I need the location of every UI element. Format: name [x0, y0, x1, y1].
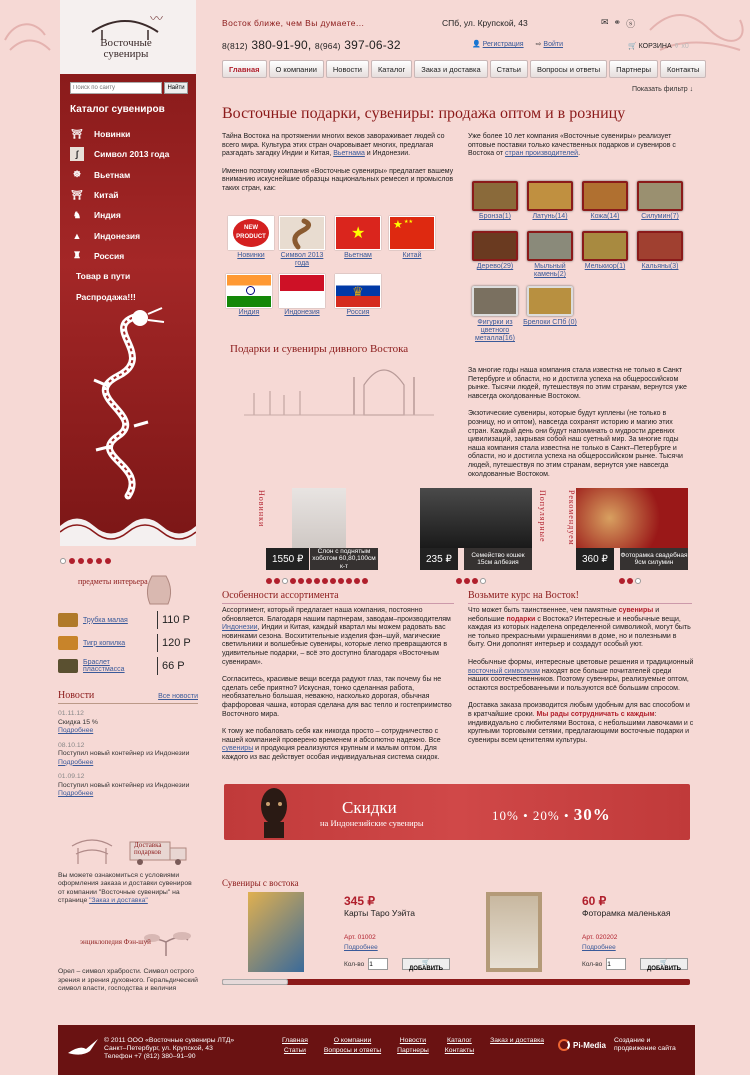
quantity-group: Кол-во 1 [582, 958, 626, 970]
tile-label[interactable]: Символ 2013 года [280, 252, 324, 267]
slider-dot[interactable] [306, 578, 312, 584]
quantity-input[interactable] [368, 958, 388, 970]
recommended-slider[interactable] [567, 488, 688, 574]
banner-percents: 10% • 20% • 30% [492, 805, 611, 824]
nav-about[interactable]: О компании [269, 60, 324, 78]
slider-price: 1550 ₽ [266, 548, 309, 570]
tarot-cards-image[interactable] [248, 892, 304, 972]
logo[interactable] [60, 0, 196, 76]
product-price: 60 ₽ [582, 894, 607, 908]
popular-slider[interactable] [420, 488, 547, 574]
footer-link-about[interactable]: О компании [333, 1037, 372, 1044]
slider-price: 360 ₽ [576, 548, 614, 570]
material-label[interactable]: Мелькиор(1) [584, 263, 626, 270]
footer-link-catalog[interactable]: Каталог [447, 1037, 472, 1044]
slider-price: 235 ₽ [420, 548, 458, 570]
material-tile[interactable] [582, 181, 628, 211]
slider-dot[interactable] [105, 558, 111, 564]
search-form [70, 82, 188, 94]
russia-flag[interactable] [335, 274, 381, 308]
add-to-cart-button[interactable]: 🛒ДОБАВИТЬ [640, 958, 688, 970]
banner-subtitle: на Индонезийские сувениры [320, 818, 424, 828]
login-icon: ⇨ [535, 41, 542, 48]
church-icon: ♜ [72, 250, 82, 261]
delivery-text: Вы можете ознакомиться с условиями оформления заказа и доставки сувениров от компании "Восточные сувениры" на странице "Заказ и доставка" [58, 872, 192, 904]
slider-dot[interactable] [314, 578, 320, 584]
side-product[interactable] [58, 633, 196, 653]
nav-home[interactable]: Главная [222, 60, 267, 78]
chakra-icon [246, 286, 255, 295]
product-name[interactable]: Карты Таро Уэйта [344, 908, 415, 918]
snake-icon: ∫ [70, 147, 84, 161]
fengshui-label: энциклопедия Фэн-шуй [80, 938, 151, 946]
material-label[interactable]: Латунь(14) [532, 213, 568, 220]
pagoda-illustration [62, 834, 122, 866]
vase-icon [134, 570, 184, 606]
header-address: СПб, ул. Крупской, 43 [442, 18, 528, 28]
contact-icons [601, 17, 635, 30]
catalog-item-china[interactable]: ⛩ Китай [71, 189, 119, 201]
vietnam-link[interactable]: Вьетнама [333, 150, 365, 158]
nav-faq[interactable]: Вопросы и ответы [530, 60, 607, 78]
pimedia-icon [558, 1039, 570, 1051]
elephant-image [292, 488, 346, 548]
slider-dot[interactable] [266, 578, 272, 584]
slider-title: Популярные [538, 490, 547, 543]
slider-dot[interactable] [619, 578, 625, 584]
nav-articles[interactable]: Статьи [490, 60, 528, 78]
buddha-icon: ☸ [72, 169, 82, 180]
elephant-icon: ♞ [72, 209, 82, 220]
slider-dot[interactable] [274, 578, 280, 584]
new-products-slider[interactable] [257, 488, 386, 574]
slider-caption: Семейство кошек 15см албезия [464, 548, 532, 570]
course-title: Возьмите курс на Восток! [468, 590, 692, 604]
news-item [58, 773, 198, 799]
slider-dot[interactable] [354, 578, 360, 584]
china-flag[interactable] [389, 216, 435, 250]
footer-link-partners[interactable]: Партнеры [397, 1047, 429, 1054]
phone-numbers: 8(812) 380-91-90, 8(964) 397-06-32 [222, 38, 401, 52]
new-badge: NEW PRODUCT [233, 219, 269, 247]
main-nav [222, 60, 700, 78]
symbol-2013-tile[interactable] [279, 216, 325, 250]
tile-label[interactable]: Россия [346, 309, 370, 316]
catalog-item-symbol-2013[interactable]: ∫ Символ 2013 года [70, 144, 169, 164]
interior-label: предметы интерьера [78, 577, 148, 586]
side-product-name[interactable]: Браслет пласстмасса [83, 659, 125, 673]
footer-link-home[interactable]: Главная [282, 1037, 308, 1044]
banner-title: Скидки [342, 798, 397, 817]
material-label[interactable]: Бронза(1) [479, 213, 511, 220]
show-filter-link[interactable]: Показать фильтр ↓ [632, 86, 694, 93]
fengshui-banner[interactable] [58, 928, 198, 958]
news-text: Скидка 15 % [58, 718, 98, 726]
slider-dot[interactable] [330, 578, 336, 584]
side-product-image [58, 659, 78, 673]
email-icon[interactable]: ✉ [601, 17, 609, 27]
snake-figure-icon [280, 217, 326, 251]
slider-dot[interactable] [346, 578, 352, 584]
delivery-label: Доставка подарков [134, 841, 162, 856]
company-description: За многие годы наша компания стала известна не только в Санкт Петербурге и области, но и достигла успеха на общероссийском рынке. Тысячи людей, путешествуя по этим странам, вернутся уже навсегда околдованные Востоком. Экзотические сувениры, которые будут куплены (не только в розницу, но и оптом), навсегда сохранят историю и магию этих стран. Каждый день они будут напоминать о мудрости древних цивилизаций, закрывая собой наш суетный мир. За многие годы наша компания стала известна не только в Санкт–Петербурге и области, но и достигла успеха на общероссийском рынке. Тысячи людей, путешествуя по этим странам, вернутся уже навсегда околдованные Востоком. [468, 367, 687, 478]
pimedia-logo[interactable]: Pi-Media [558, 1039, 606, 1051]
side-product-price: 66 Р [157, 657, 185, 675]
slider-dot[interactable] [298, 578, 304, 584]
footer-nav [282, 1037, 544, 1054]
nav-catalog[interactable]: Каталог [371, 60, 412, 78]
footer-link-contacts[interactable]: Контакты [444, 1047, 475, 1054]
coat-of-arms-icon: ♛ [352, 284, 364, 299]
quantity-input[interactable] [606, 958, 626, 970]
material-tile[interactable] [472, 286, 518, 316]
left-slider-dots [60, 558, 111, 564]
souvenirs-link[interactable]: сувениры [222, 745, 254, 753]
product-more-link[interactable]: Подробнее [344, 944, 378, 951]
news-date: 01.09.12 [58, 773, 85, 780]
product-article: Арт. 01002 [344, 934, 376, 941]
intro-left: Тайна Востока на протяжении многих веков завораживает людей со всего мира. Культура этих стран очаровывает многих, предлагая разгадать загадку Индии и Китая, Вьетнама и Индонезии. Именно поэтому компания «Восточные сувениры» предлагает вашему вниманию искуснейшие образцы национальных ремесел и промыслов таких стран, как: [222, 133, 454, 192]
material-tile[interactable] [527, 181, 573, 211]
news-title: Новости [58, 690, 95, 701]
slider-dot[interactable] [362, 578, 368, 584]
slider-dot[interactable] [472, 578, 478, 584]
search-button[interactable]: Найти [164, 82, 188, 94]
delivery-link[interactable]: "Заказ и доставка" [89, 896, 148, 904]
wave-pattern [60, 506, 196, 546]
footer-link-delivery[interactable]: Заказ и доставка [490, 1037, 544, 1044]
star-icon: ★ [393, 219, 403, 231]
material-label[interactable]: Мыльный камень(2) [534, 263, 566, 278]
material-tile[interactable] [637, 181, 683, 211]
footer-link-articles[interactable]: Статьи [283, 1047, 306, 1054]
product-article: Арт. 020202 [582, 934, 618, 941]
catalog-panel [60, 76, 196, 546]
slider-dot[interactable] [480, 578, 486, 584]
catalog-item-indonesia[interactable]: ▲ Индонезия [70, 225, 169, 245]
scrollbar-thumb[interactable] [222, 979, 288, 985]
tile-label[interactable]: Вьетнам [344, 252, 372, 259]
star-icon: ★ [351, 225, 366, 242]
slider-dot[interactable] [456, 578, 462, 584]
quantity-group: Кол-во 1 [344, 958, 388, 970]
side-product-image [58, 636, 78, 650]
login-link[interactable]: Войти [543, 41, 564, 48]
nav-contacts[interactable]: Контакты [660, 60, 706, 78]
material-label[interactable]: Кожа(14) [590, 213, 620, 220]
material-tile[interactable] [582, 231, 628, 261]
pimedia-text[interactable]: Создание и продвижение сайта [614, 1037, 676, 1052]
side-product-name[interactable]: Тигр копилка [83, 639, 126, 647]
slider-dot[interactable] [78, 558, 84, 564]
footer-copyright: © 2011 ООО «Восточные сувениры ЛТД» Санкт–Петербург, ул. Крупской, 43 Телефон +7 (812) 380–91–90 [104, 1037, 235, 1060]
search-input[interactable] [70, 82, 162, 94]
quote-text: Орел – символ храбрости. Символ острого зрения и зрения духовного. Геральдический символ власти, господства и величия [58, 968, 198, 992]
catalog-item-russia[interactable]: ♜ Россия [70, 246, 169, 266]
tile-label[interactable]: Индия [238, 309, 260, 316]
register-link[interactable]: Регистрация [482, 41, 524, 48]
cart-count: 0 [684, 43, 689, 50]
add-to-cart-button[interactable]: 🛒ДОБАВИТЬ [402, 958, 450, 970]
dragon-illustration [78, 306, 178, 506]
cats-image [420, 488, 532, 548]
intro-right: Уже более 10 лет компания «Восточные сувениры» реализует оптовые поставки только качественных подарков и сувениров с Востока от стран производителей. [468, 133, 676, 158]
new-products-tile[interactable] [228, 216, 274, 250]
crane-logo-icon [66, 1035, 100, 1059]
taj-mahal-banner [224, 335, 448, 427]
nav-partners[interactable]: Партнеры [609, 60, 658, 78]
cart[interactable]: 🛒 КОРЗИНА ⚱ x0 [628, 43, 689, 50]
slider-dots [456, 578, 486, 584]
discount-banner[interactable] [224, 784, 690, 840]
catalog-item-in-transit[interactable]: Товар в пути [76, 271, 131, 282]
news-date: 08.10.12 [58, 741, 85, 749]
material-label[interactable]: Кальяны(3) [641, 263, 679, 270]
ornament-right [640, 0, 750, 60]
indonesia-link[interactable]: Индонезии [222, 624, 258, 632]
news-date: 01.11.12 [58, 710, 84, 717]
footer-link-news[interactable]: Новости [399, 1037, 427, 1044]
product-card [460, 890, 688, 976]
slider-dot[interactable] [290, 578, 296, 584]
photo-frame-image[interactable] [486, 892, 542, 972]
symbolism-link[interactable]: восточный символизм [468, 667, 540, 675]
account-links [472, 40, 563, 48]
nav-delivery[interactable]: Заказ и доставка [414, 60, 487, 78]
cart-icon: 🛒 [660, 960, 668, 966]
user-icon: 👤 [472, 41, 481, 48]
indonesia-flag[interactable] [279, 274, 325, 308]
ornament-left [0, 0, 60, 60]
product-more-link[interactable]: Подробнее [582, 944, 616, 951]
cart-icon: 🛒 [422, 960, 430, 966]
star-icon: ★★ [404, 219, 413, 225]
pagoda-icon: ⛩ [71, 128, 83, 139]
slider-dots [266, 578, 368, 584]
material-label[interactable]: Брелоки СПб (0) [523, 319, 577, 326]
course-text: Что может быть таинственнее, чем памятные сувениры и небольшие подарки с Востока? Интересные и необычные вещи, каждая из которых наделена определенной символикой, могут быть не только прекрасными украшениями в доме, но и полезными в быту. Они дополнят интерьер и создадут особый уют. Необычные формы, интересные цветовые решения и традиционный восточный символизм находят все больше почитателей среди наших соотечественников. Поэтому сувениры, реализуемые оптом, остаются востребованными и пользуются всё большим спросом. Доставка заказа производится любым удобным для вас способом и в кратчайшие сроки. Мы рады сотрудничать с каждым: индивидуально с любителями Востока, с небольшими лавочками и с крупными торговыми сетями, предлагающими восточные подарки и сувениры всем ценителям культуры. [468, 607, 694, 744]
material-tile[interactable] [527, 286, 573, 316]
slider-title: Рекомендуем [567, 490, 576, 546]
side-product-image [58, 613, 78, 627]
skype-icon[interactable]: ⓢ [626, 19, 636, 29]
slider-dot[interactable] [60, 558, 66, 564]
slider-caption: Слон с поднятым хоботом 60,80,100см к-т [310, 548, 378, 570]
nav-news[interactable]: Новости [326, 60, 369, 78]
news-text: Поступил новый контейнер из Индонезии [58, 750, 190, 757]
material-tile[interactable] [472, 231, 518, 261]
carousel-scrollbar[interactable] [222, 979, 690, 985]
producers-link[interactable]: стран производителей [505, 150, 579, 158]
side-product-price: 110 Р [157, 611, 190, 629]
news-text: Поступил новый контейнер из Индонезии [58, 781, 190, 789]
catalog-item-india[interactable]: ♞ Индия [70, 205, 169, 225]
slider-dots [619, 578, 641, 584]
catalog-list [70, 124, 169, 307]
footer-link-faq[interactable]: Вопросы и ответы [323, 1047, 382, 1054]
assortment-title: Особенности ассортимента [222, 590, 454, 604]
material-tile[interactable] [472, 181, 518, 211]
slider-title: Новинки [257, 490, 266, 528]
slider-dot[interactable] [96, 558, 102, 564]
side-product-price: 120 Р [157, 634, 191, 652]
assortment-text: Ассортимент, который предлагает наша компания, постоянно обновляется. Благодаря нашим партнерам, заводам–производителям Индонезии, Индии и Китая, каждый квартал мы можем радовать вас новинками сезона. Восхитительные изделия фэн–шуй, магические светильники и волшебные сувениры, которые легко превращаются в удивительные подарки, – всё это доступно благодаря «Восточным сувенирам». Согласитесь, красивые вещи всегда радуют глаз, так почему бы не сделать себе приятно? Искусная, тонко сделанная работа, необязательно большая, неважно, насколько дорогая, обычная фарфоровая чашка, которая сделана для вас тепло и гостеприимство Восточного мира. К тому же побаловать себя как никогда просто – сотрудничество с нашей компанией проверено временем и абсолютно надежно. Все сувениры и продукция реализуются крупным и малым оптом. Для каждого из вас действует особая индивидуальная система скидок. [222, 607, 452, 761]
product-name[interactable]: Фоторамка маленькая [582, 908, 671, 918]
stupa-icon: ▲ [72, 230, 82, 241]
side-product[interactable] [58, 656, 196, 676]
product-card [222, 890, 450, 976]
page-title: Восточные подарки, сувениры: продажа оптом и в розницу [222, 105, 626, 122]
footer [58, 1025, 695, 1075]
interior-banner[interactable] [60, 570, 195, 606]
taj-banner-text: Подарки и сувениры дивного Востока [230, 343, 409, 355]
slider-dot[interactable] [87, 558, 93, 564]
cart-icon: 🛒 [628, 43, 637, 50]
slider-caption: Фоторамка свадебная 9см силумин [620, 548, 688, 570]
material-tile[interactable] [527, 231, 573, 261]
side-product-name[interactable]: Трубка малая [83, 616, 128, 624]
news-block [58, 690, 198, 799]
delivery-banner[interactable] [58, 832, 198, 868]
tile-label[interactable]: Новинки [237, 252, 265, 259]
slider-dot[interactable] [322, 578, 328, 584]
chinese-temple-icon: ⛩ [71, 189, 83, 200]
india-flag[interactable] [226, 274, 272, 308]
news-more-link[interactable]: Подробнее [58, 790, 94, 797]
slider-dot[interactable] [464, 578, 470, 584]
all-news-link[interactable]: Все новости [158, 693, 198, 700]
slider-dot[interactable] [635, 578, 641, 584]
material-label[interactable]: Фигурки из цветного металла(16) [474, 319, 515, 342]
news-more-link[interactable]: Подробнее [58, 758, 94, 766]
slider-dot[interactable] [282, 578, 288, 584]
material-tile[interactable] [637, 231, 683, 261]
logo-text: Восточные сувениры [100, 37, 152, 60]
vietnam-flag[interactable] [335, 216, 381, 250]
material-label[interactable]: Дерево(29) [476, 263, 514, 270]
photo-frame-image [576, 488, 688, 548]
slogan: Восток ближе, чем Вы думаете... [222, 18, 365, 28]
souvenirs-title: Сувениры с востока [222, 878, 299, 888]
catalog-item-new[interactable]: ⛩ Новинки [71, 128, 131, 140]
tile-label[interactable]: Китай [402, 252, 422, 259]
material-label[interactable]: Силумин(7) [641, 213, 679, 220]
news-item [58, 742, 198, 768]
slider-dot[interactable] [338, 578, 344, 584]
news-more-link[interactable]: Подробнее [58, 727, 94, 734]
tile-label[interactable]: Индонезия [284, 309, 320, 316]
catalog-title: Каталог сувениров [70, 104, 165, 115]
catalog-item-sale[interactable]: Распродажа!!! [76, 291, 136, 302]
crane-icon: 〰 [150, 11, 164, 26]
mask-figure [254, 786, 294, 838]
product-price: 345 ₽ [344, 894, 375, 908]
slider-dot[interactable] [627, 578, 633, 584]
slider-dot[interactable] [69, 558, 75, 564]
catalog-item-vietnam[interactable]: ☸ Вьетнам [70, 165, 169, 185]
binoculars-icon[interactable]: ⚭ [613, 17, 622, 27]
side-product[interactable] [58, 610, 196, 630]
news-item [58, 710, 198, 736]
